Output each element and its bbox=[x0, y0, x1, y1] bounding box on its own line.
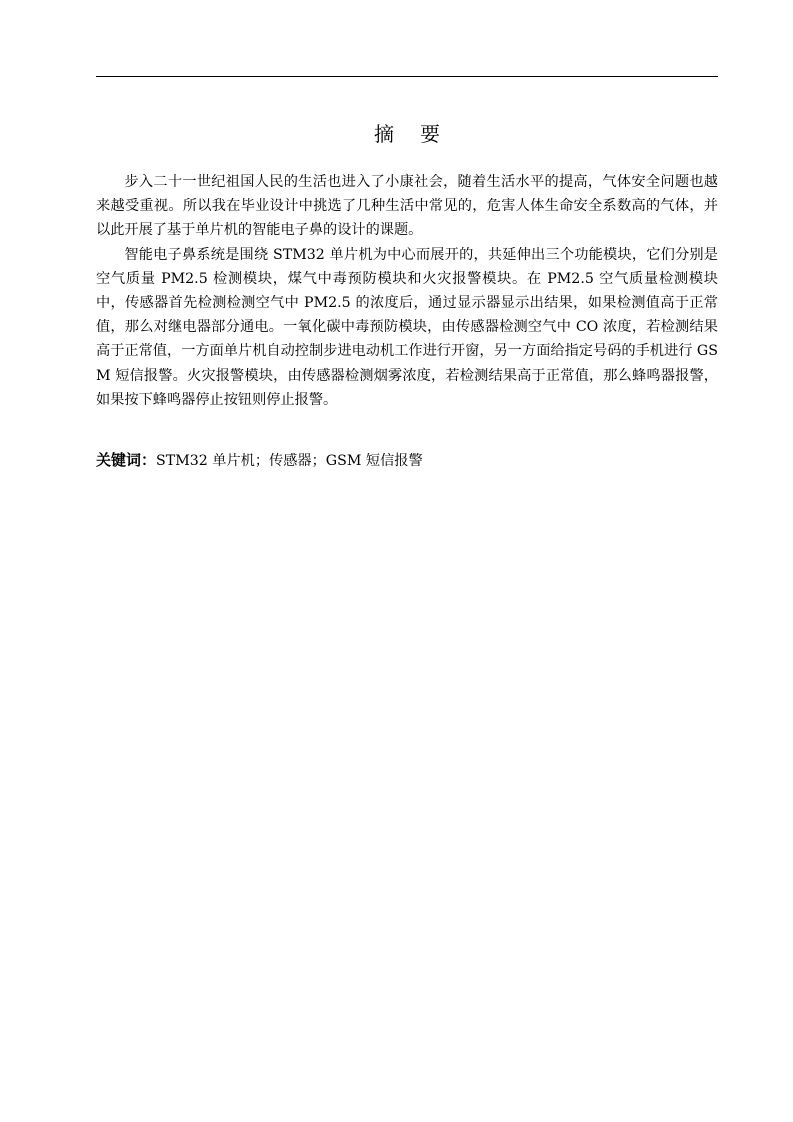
abstract-title-char-2: 要 bbox=[420, 122, 440, 146]
header-rule bbox=[96, 76, 718, 77]
abstract-title bbox=[96, 122, 718, 146]
abstract-body bbox=[96, 170, 718, 412]
abstract-paragraph-1: 步入二十一世纪祖国人民的生活也进入了小康社会，随着生活水平的提高，气体安全问题也越来越受重视。所以我在毕业设计中挑选了几种生活中常见的，危害人体生命安全系数高的气体，并以此开展了基于单片机的智能电子鼻的设计的课题。 bbox=[96, 174, 718, 239]
keywords-label: 关键词： bbox=[96, 451, 157, 469]
keywords-line bbox=[96, 448, 718, 473]
keywords-text: STM32 单片机；传感器；GSM 短信报警 bbox=[156, 453, 423, 469]
abstract-title-char-1: 摘 bbox=[374, 122, 394, 146]
abstract-paragraph-2: 智能电子鼻系统是围绕 STM32 单片机为中心而展开的，共延伸出三个功能模块，它们分别是空气质量 PM2.5 检测模块，煤气中毒预防模块和火灾报警模块。在 PM2.5 空气质量检测模块中，传感器首先检测检测空气中 PM2.5 的浓度后，通过显示器显示出结果，如果检测值高于正常值，那么对继电器部分通电。一氧化碳中毒预防模块，由传感器检测空气中 CO 浓度，若检测结果高于正常值，一方面单片机自动控制步进电动机工作进行开窗，另一方面给指定号码的手机进行 GSM 短信报警。火灾报警模块，由传感器检测烟雾浓度，若检测结果高于正常值，那么蜂鸣器报警，如果按下蜂鸣器停止按钮则停止报警。 bbox=[96, 246, 718, 408]
